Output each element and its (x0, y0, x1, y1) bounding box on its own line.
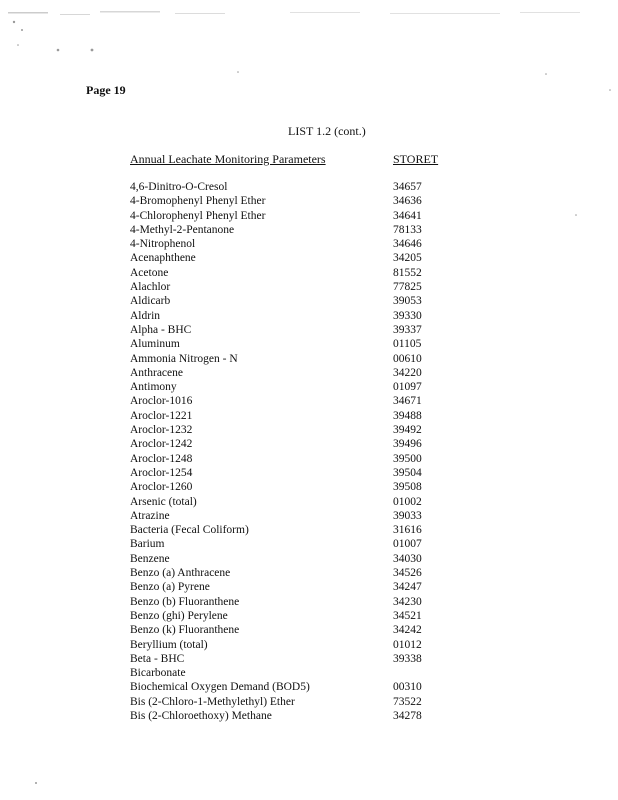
table-row (130, 595, 470, 609)
parameter-name: Benzo (ghi) Perylene (130, 609, 228, 622)
storet-code: 78133 (393, 223, 422, 236)
storet-code: 39496 (393, 438, 422, 451)
table-row (130, 194, 470, 208)
parameter-name: Aroclor-1016 (130, 395, 193, 408)
parameter-name: Antimony (130, 381, 177, 394)
table-row (130, 566, 470, 580)
storet-code: 01002 (393, 495, 422, 508)
parameter-name: Aldicarb (130, 295, 171, 308)
table-row (130, 495, 470, 509)
parameter-name: Benzo (a) Anthracene (130, 567, 231, 580)
parameter-name: Aroclor-1242 (130, 438, 193, 451)
storet-code: 34220 (393, 366, 422, 379)
table-row (130, 423, 470, 437)
storet-code: 34205 (393, 252, 422, 265)
storet-code: 34242 (393, 624, 422, 637)
table-row (130, 337, 470, 351)
storet-code: 39330 (393, 309, 422, 322)
storet-code: 39053 (393, 295, 422, 308)
table-row (130, 180, 470, 194)
table-row (130, 666, 470, 680)
storet-code: 34230 (393, 595, 422, 608)
parameter-name: 4,6-Dinitro-O-Cresol (130, 181, 228, 193)
table-row (130, 480, 470, 494)
parameter-name: Bis (2-Chloroethoxy) Methane (130, 709, 272, 722)
parameter-name: Alpha - BHC (130, 323, 192, 336)
table-row (130, 409, 470, 423)
parameter-name: Aluminum (130, 338, 180, 351)
parameter-name: Benzo (k) Fluoranthene (130, 624, 240, 637)
table-row (130, 509, 470, 523)
parameter-name: Anthracene (130, 366, 183, 379)
storet-code: 00610 (393, 352, 422, 365)
storet-code: 34657 (393, 181, 422, 193)
storet-code: 81552 (393, 266, 422, 279)
table-row (130, 695, 470, 709)
table-row (130, 523, 470, 537)
column-header-storet: STORET (393, 152, 439, 166)
parameter-name: 4-Nitrophenol (130, 238, 196, 251)
parameter-name: Acetone (130, 266, 169, 279)
table-row (130, 209, 470, 223)
table-row (130, 680, 470, 694)
table-row (130, 223, 470, 237)
table-row (130, 237, 470, 251)
storet-code: 34641 (393, 209, 422, 222)
parameter-name: Ammonia Nitrogen - N (130, 352, 238, 365)
storet-code: 77825 (393, 281, 422, 294)
parameter-name: Aroclor-1254 (130, 466, 193, 479)
table-row (130, 580, 470, 594)
table-row (130, 294, 470, 308)
table-row (130, 380, 470, 394)
storet-code: 01012 (393, 638, 422, 651)
storet-code: 01007 (393, 538, 422, 551)
parameter-name: Bacteria (Fecal Coliform) (130, 524, 249, 537)
page-number: Page 19 (86, 83, 126, 97)
storet-code: 39492 (393, 424, 422, 437)
parameter-name: Arsenic (total) (130, 495, 197, 508)
table-row (130, 323, 470, 337)
parameter-name: Bis (2-Chloro-1-Methylethyl) Ether (130, 695, 295, 708)
parameter-name: Aroclor-1260 (130, 481, 193, 494)
storet-code: 39338 (393, 652, 422, 665)
storet-code: 34278 (393, 709, 422, 722)
storet-code: 39488 (393, 409, 422, 422)
parameter-name: Benzo (a) Pyrene (130, 581, 210, 594)
parameter-name: Acenaphthene (130, 252, 196, 265)
table-row (130, 652, 470, 666)
table-row (130, 266, 470, 280)
parameter-name: Benzo (b) Fluoranthene (130, 595, 240, 608)
parameter-name: Aroclor-1232 (130, 424, 193, 437)
list-title: LIST 1.2 (cont.) (288, 124, 366, 138)
storet-code: 39500 (393, 452, 422, 465)
storet-code: 34030 (393, 552, 422, 565)
parameter-name: 4-Chlorophenyl Phenyl Ether (130, 209, 266, 222)
parameter-name: Biochemical Oxygen Demand (BOD5) (130, 681, 310, 694)
storet-code: 34247 (393, 581, 422, 594)
table-row (130, 309, 470, 323)
storet-code: 31616 (393, 524, 422, 537)
table-row (130, 437, 470, 451)
table-row (130, 537, 470, 551)
storet-code: 39033 (393, 509, 422, 522)
table-row (130, 623, 470, 637)
parameter-name: 4-Methyl-2-Pentanone (130, 223, 235, 236)
table-row (130, 709, 470, 723)
parameter-name: Aroclor-1248 (130, 452, 193, 465)
parameter-name: Bicarbonate (130, 667, 186, 680)
column-header-parameters: Annual Leachate Monitoring Parameters (130, 152, 326, 166)
parameter-name: Aldrin (130, 309, 161, 322)
table-row (130, 638, 470, 652)
parameter-name: Beryllium (total) (130, 638, 208, 651)
parameter-table (130, 180, 470, 723)
storet-code: 01097 (393, 381, 422, 394)
parameter-name: Barium (130, 538, 165, 551)
storet-code: 39504 (393, 466, 422, 479)
storet-code: 39508 (393, 481, 422, 494)
storet-code: 01105 (393, 338, 422, 351)
parameter-name: Aroclor-1221 (130, 409, 193, 422)
parameter-name: Atrazine (130, 509, 170, 522)
storet-code: 00310 (393, 681, 422, 694)
storet-code: 34636 (393, 195, 422, 208)
table-row (130, 352, 470, 366)
table-row (130, 280, 470, 294)
parameter-name: 4-Bromophenyl Phenyl Ether (130, 195, 266, 208)
table-row (130, 452, 470, 466)
storet-code: 34671 (393, 395, 422, 408)
storet-code: 34526 (393, 567, 422, 580)
storet-code: 34521 (393, 609, 422, 622)
parameter-name: Beta - BHC (130, 652, 185, 665)
parameter-name: Alachlor (130, 281, 171, 294)
storet-code: 39337 (393, 323, 422, 336)
storet-code: 34646 (393, 238, 422, 251)
table-row (130, 552, 470, 566)
storet-code (393, 666, 453, 680)
table-row (130, 466, 470, 480)
storet-code: 73522 (393, 695, 422, 708)
table-row (130, 609, 470, 623)
table-row (130, 366, 470, 380)
table-row (130, 394, 470, 408)
table-row (130, 251, 470, 265)
parameter-name: Benzene (130, 552, 170, 565)
